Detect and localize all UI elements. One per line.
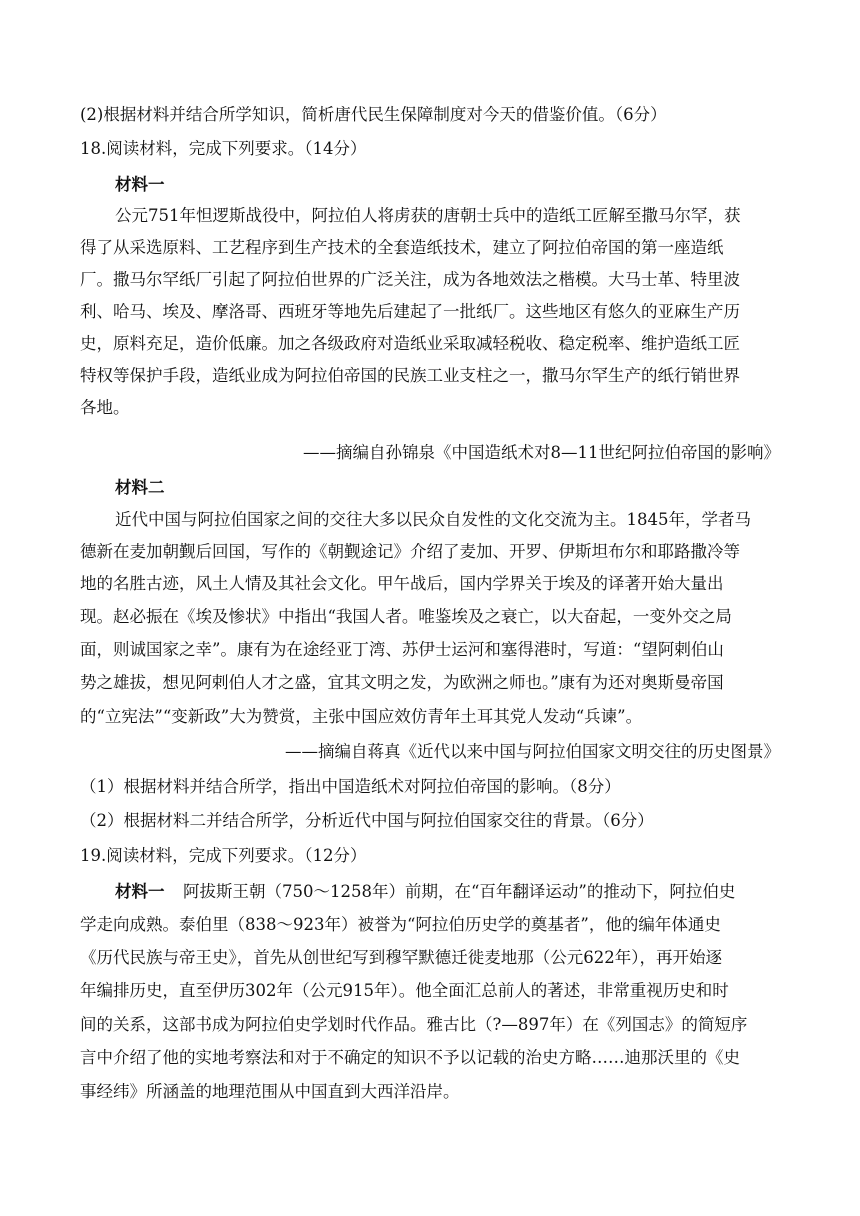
material-1b-line-2: 学走向成熟。泰伯里（838～923年）被誉为“阿拉伯历史学的奠基者”，他的编年体通史	[80, 915, 721, 934]
material-2-heading: 材料二	[115, 478, 165, 497]
material-2-line-7: 的“立宪法”“变新政”大为赞赏，主张中国应效仿青年土耳其党人发动“兵谏”。	[80, 707, 643, 726]
material-1-line-7: 各地。	[80, 398, 130, 417]
material-2-line-4: 现。赵必振在《埃及惨状》中指出“我国人者。唯鉴埃及之衰亡，以大奋起，一变外交之局	[80, 607, 732, 626]
material-1b-line-5: 间的关系，这部书成为阿拉伯史学划时代作品。雅古比（?—897年）在《列国志》的简短序	[80, 1015, 748, 1034]
material-1-line-1: 公元751年怛逻斯战役中，阿拉伯人将虏获的唐朝士兵中的造纸工匠解至撒马尔罕，获	[115, 206, 741, 225]
material-1-line-4: 利、哈马、埃及、摩洛哥、西班牙等地先后建起了一批纸厂。这些地区有悠久的亚麻生产历	[80, 302, 740, 321]
material-1-heading: 材料一	[115, 175, 165, 194]
material-1-line-3: 厂。撒马尔罕纸厂引起了阿拉伯世界的广泛关注，成为各地效法之楷模。大马士革、特里波	[80, 270, 740, 289]
material-1-line-6: 特权等保护手段，造纸业成为阿拉伯帝国的民族工业支柱之一，撒马尔罕生产的纸行销世界	[80, 366, 740, 385]
material-1-source: ——摘编自孙锦泉《中国造纸术对8—11世纪阿拉伯帝国的影响》	[303, 443, 780, 462]
question-19-heading: 19.阅读材料，完成下列要求。（12分）	[80, 846, 367, 865]
material-1b-line-1: 阿拔斯王朝（750～1258年）前期，在“百年翻译运动”的推动下，阿拉伯史	[183, 882, 736, 901]
material-2-line-1: 近代中国与阿拉伯国家之间的交往大多以民众自发性的文化交流为主。1845年，学者马	[115, 510, 751, 529]
material-2-line-3: 地的名胜古迹，风土人情及其社会文化。甲午战后，国内学界关于埃及的译著开始大量出	[80, 574, 724, 593]
material-1-line-5: 史，原料充足，造价低廉。加之各级政府对造纸业采取减轻税收、稳定税率、维护造纸工匠	[80, 334, 740, 353]
question-17-2: (2)根据材料并结合所学知识，简析唐代民生保障制度对今天的借鉴价值。（6分）	[80, 105, 667, 124]
question-18-1: （1）根据材料并结合所学，指出中国造纸术对阿拉伯帝国的影响。（8分）	[80, 777, 621, 796]
material-1b-line-3: 《历代民族与帝王史》，首先从创世纪写到穆罕默德迁徙麦地那（公元622年），再开始逐	[80, 948, 722, 967]
material-2-line-6: 势之雄拔，想见阿剌伯人才之盛，宜其文明之发，为欧洲之师也。”康有为还对奥斯曼帝国	[80, 673, 724, 692]
material-1-line-2: 得了从采选原料、工艺程序到生产技术的全套造纸技术，建立了阿拉伯帝国的第一座造纸	[80, 238, 724, 257]
question-18-heading: 18.阅读材料，完成下列要求。（14分）	[80, 139, 367, 158]
material-2-line-5: 面，则诚国家之幸”。康有为在途经亚丁湾、苏伊士运河和塞得港时，写道：“望阿剌伯山	[80, 640, 724, 659]
material-2-line-2: 德新在麦加朝觐后回国，写作的《朝觐途记》介绍了麦加、开罗、伊斯坦布尔和耶路撒冷等	[80, 542, 740, 561]
material-1b-line-7: 事经纬》所涵盖的地理范围从中国直到大西洋沿岸。	[80, 1082, 460, 1101]
material-1b-heading: 材料一	[115, 882, 165, 901]
material-1b-line-6: 言中介绍了他的实地考察法和对于不确定的知识不予以记载的治史方略……迪那沃里的《史	[80, 1048, 740, 1067]
material-1b-line-4: 年编排历史，直至伊历302年（公元915年）。他全面汇总前人的著述，非常重视历史和时	[80, 981, 729, 1000]
material-2-source: ——摘编自蒋真《近代以来中国与阿拉伯国家文明交往的历史图景》	[285, 742, 780, 761]
question-18-2: （2）根据材料二并结合所学，分析近代中国与阿拉伯国家交往的背景。（6分）	[80, 811, 654, 830]
